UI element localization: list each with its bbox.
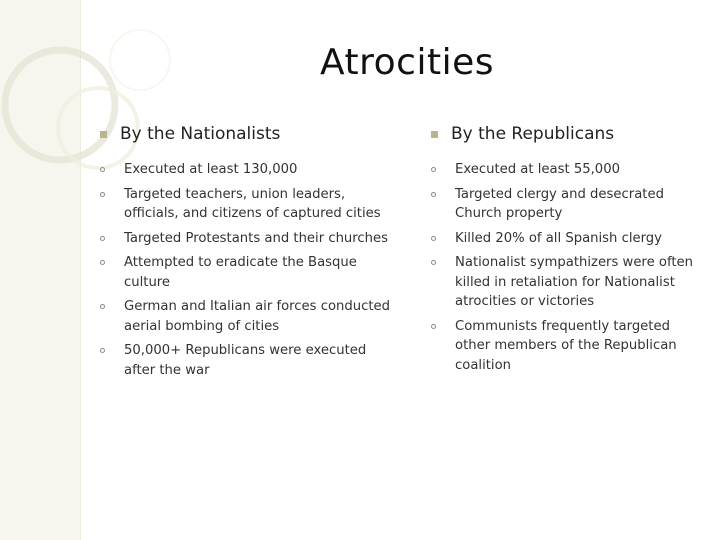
- list-item: Targeted Protestants and their churches: [100, 229, 400, 249]
- ring-bullet-icon: [431, 167, 436, 172]
- ring-bullet-icon: [100, 260, 105, 265]
- list-item: 50,000+ Republicans were executed after the war: [100, 341, 400, 380]
- column-heading: [431, 124, 706, 150]
- square-bullet-icon: [431, 131, 438, 138]
- list-item: Killed 20% of all Spanish clergy: [431, 229, 706, 249]
- ring-bullet-icon: [100, 348, 105, 353]
- list-item: Attempted to eradicate the Basque culture: [100, 253, 400, 292]
- square-bullet-icon: [100, 131, 107, 138]
- list-item: German and Italian air forces conducted aerial bombing of cities: [100, 297, 400, 336]
- ring-bullet-icon: [100, 167, 105, 172]
- list-item: Communists frequently targeted other members of the Republican coalition: [431, 317, 706, 376]
- republicans-column: [431, 124, 706, 380]
- list-item: Targeted clergy and desecrated Church property: [431, 185, 706, 224]
- list-item: Nationalist sympathizers were often killed in retaliation for Nationalist atrocities or victories: [431, 253, 706, 312]
- bullet-list: [100, 160, 400, 380]
- ring-bullet-icon: [431, 260, 436, 265]
- list-item: Executed at least 130,000: [100, 160, 400, 180]
- slide-title: Atrocities: [320, 42, 494, 83]
- ring-bullet-icon: [431, 236, 436, 241]
- list-item: Executed at least 55,000: [431, 160, 706, 180]
- list-item: Targeted teachers, union leaders, officials, and citizens of captured cities: [100, 185, 400, 224]
- ring-bullet-icon: [100, 236, 105, 241]
- ring-bullet-icon: [431, 324, 436, 329]
- nationalists-column: [100, 124, 400, 385]
- ring-bullet-icon: [431, 192, 436, 197]
- bullet-list: [431, 160, 706, 375]
- ring-bullet-icon: [100, 304, 105, 309]
- column-heading: [100, 124, 400, 150]
- heading-text: By the Nationalists: [120, 124, 281, 144]
- ring-bullet-icon: [100, 192, 105, 197]
- heading-text: By the Republicans: [451, 124, 615, 144]
